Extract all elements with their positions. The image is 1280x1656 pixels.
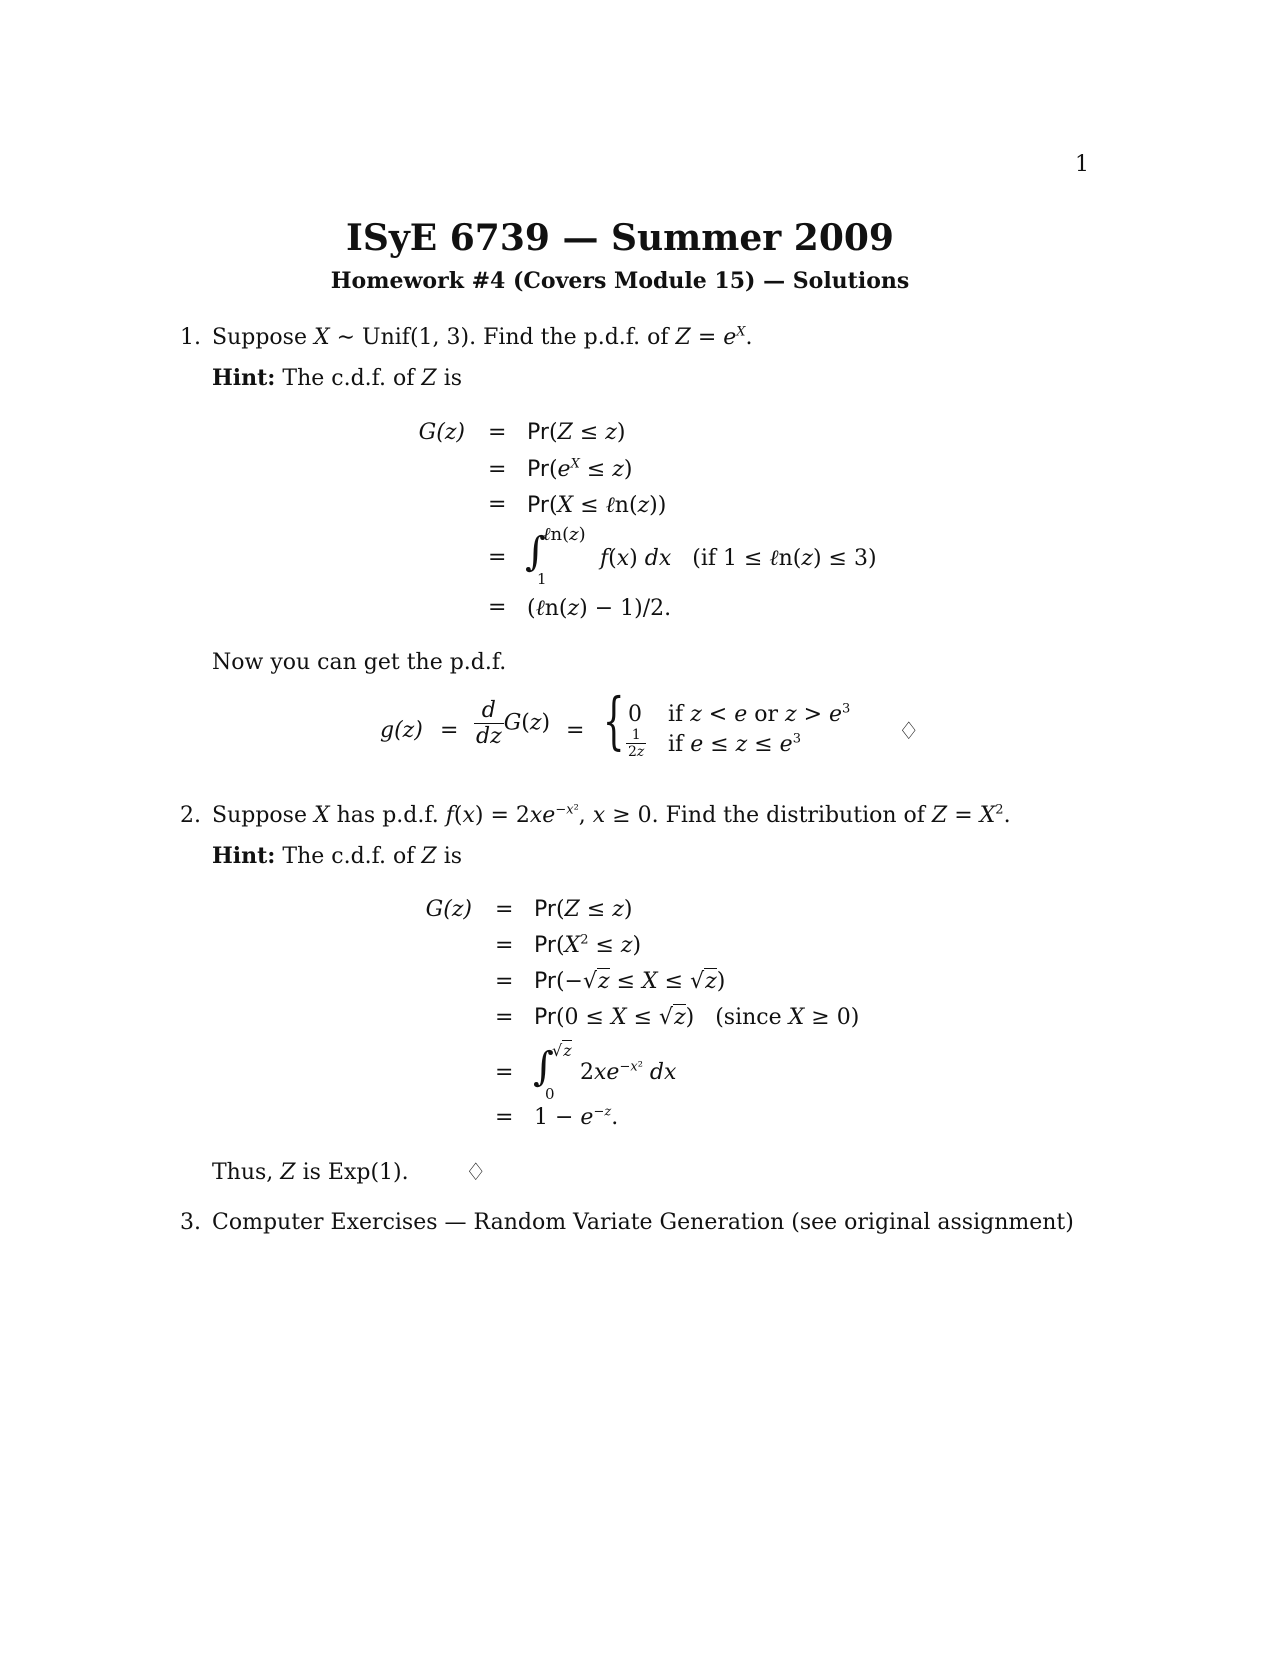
problem-1-now-text: Now you can get the p.d.f.	[212, 650, 507, 675]
problem-2-statement: Suppose X has p.d.f. $f(x) = 2xe^{-x^2}$, x ≥ 0. Find the distribution of $Z = X^2$.	[212, 802, 1011, 828]
hint-label: Hint:	[212, 365, 276, 391]
derivation-row: = ∫ ℓn(z) 1 f(x) dx (if 1 ≤ ℓn(z) ≤ 3)	[488, 524, 877, 588]
end-of-proof-diamond-icon: ♢	[898, 717, 920, 745]
problem-3-statement: Computer Exercises — Random Variate Generation (see original assignment)	[212, 1210, 1074, 1235]
problem-1-hint: Hint: The c.d.f. of Z is	[212, 365, 463, 391]
problem-1-statement: Suppose X ∼ Unif(1, 3). Find the p.d.f. of $Z = e^X$.	[212, 324, 753, 350]
hint-label: Hint:	[212, 843, 276, 869]
document-title: ISyE 6739 — Summer 2009	[346, 217, 894, 259]
problem-3-number: 3.	[180, 1210, 201, 1235]
problem-2-conclusion: Thus, Z is Exp(1).	[212, 1160, 409, 1185]
pdf-equation-row: g(z) = $\frac{d}{dz}$ G(z) = { 0 if z < e or $z > e^3$ $\frac{1}{2z}$ if $e \le z \le e^3$ ♢	[380, 684, 920, 760]
derivation-row: = ∫ √z 0 $2xe^{-x^2}$ dx	[495, 1041, 677, 1103]
document-subtitle: Homework #4 (Covers Module 15) — Solutions	[330, 268, 910, 294]
end-of-proof-diamond-icon: ♢	[465, 1158, 487, 1186]
document-page: 1 ISyE 6739 — Summer 2009 Homework #4 (Covers Module 15) — Solutions 1. Suppose X ∼ Unif(1, 3). Find the p.d.f. of $Z = e^X$. Hint: The c.d.f. of Z is G(z) = Pr(Z ≤ z) = $Pr(e^X \le z)$ = Pr(X ≤ ℓn(z)) = ∫ ℓn(z) 1 f(x) dx (if 1 ≤ ℓn(z) ≤ 3) = (ℓn(z) − 1)/2. Now you can get the p.d.f. g(z) = $\frac{d}{dz}$ G(z) = { 0 if z < e or $z > e^3$ $\frac{1}{2z}$ if $e \le z \le e^3$ ♢ 2. Suppose X has p.d.f. $f(x) = 2xe^{-x^2}$, x ≥ 0. Find the distribution of $Z = X^2$. Hint: The c.d.f. of Z is G(z) = Pr(Z ≤ z) = $Pr(X^2 \le z)$ = Pr(−√z ≤ X ≤ √z) = Pr(0 ≤ X ≤ √z) (since X ≥ 0) = ∫ √z 0 $2xe^{-x^2}$ dx = $1 - e^{-z}$. Thus, Z is Exp(1). ♢ 3. Computer Exercises — Random Variate Generation (see original assignment)	[0, 0, 1280, 1656]
page-number: 1	[1075, 152, 1089, 177]
problem-1-number: 1.	[180, 325, 201, 350]
problem-2-number: 2.	[180, 803, 201, 828]
problem-2-hint: Hint: The c.d.f. of Z is	[212, 843, 463, 869]
